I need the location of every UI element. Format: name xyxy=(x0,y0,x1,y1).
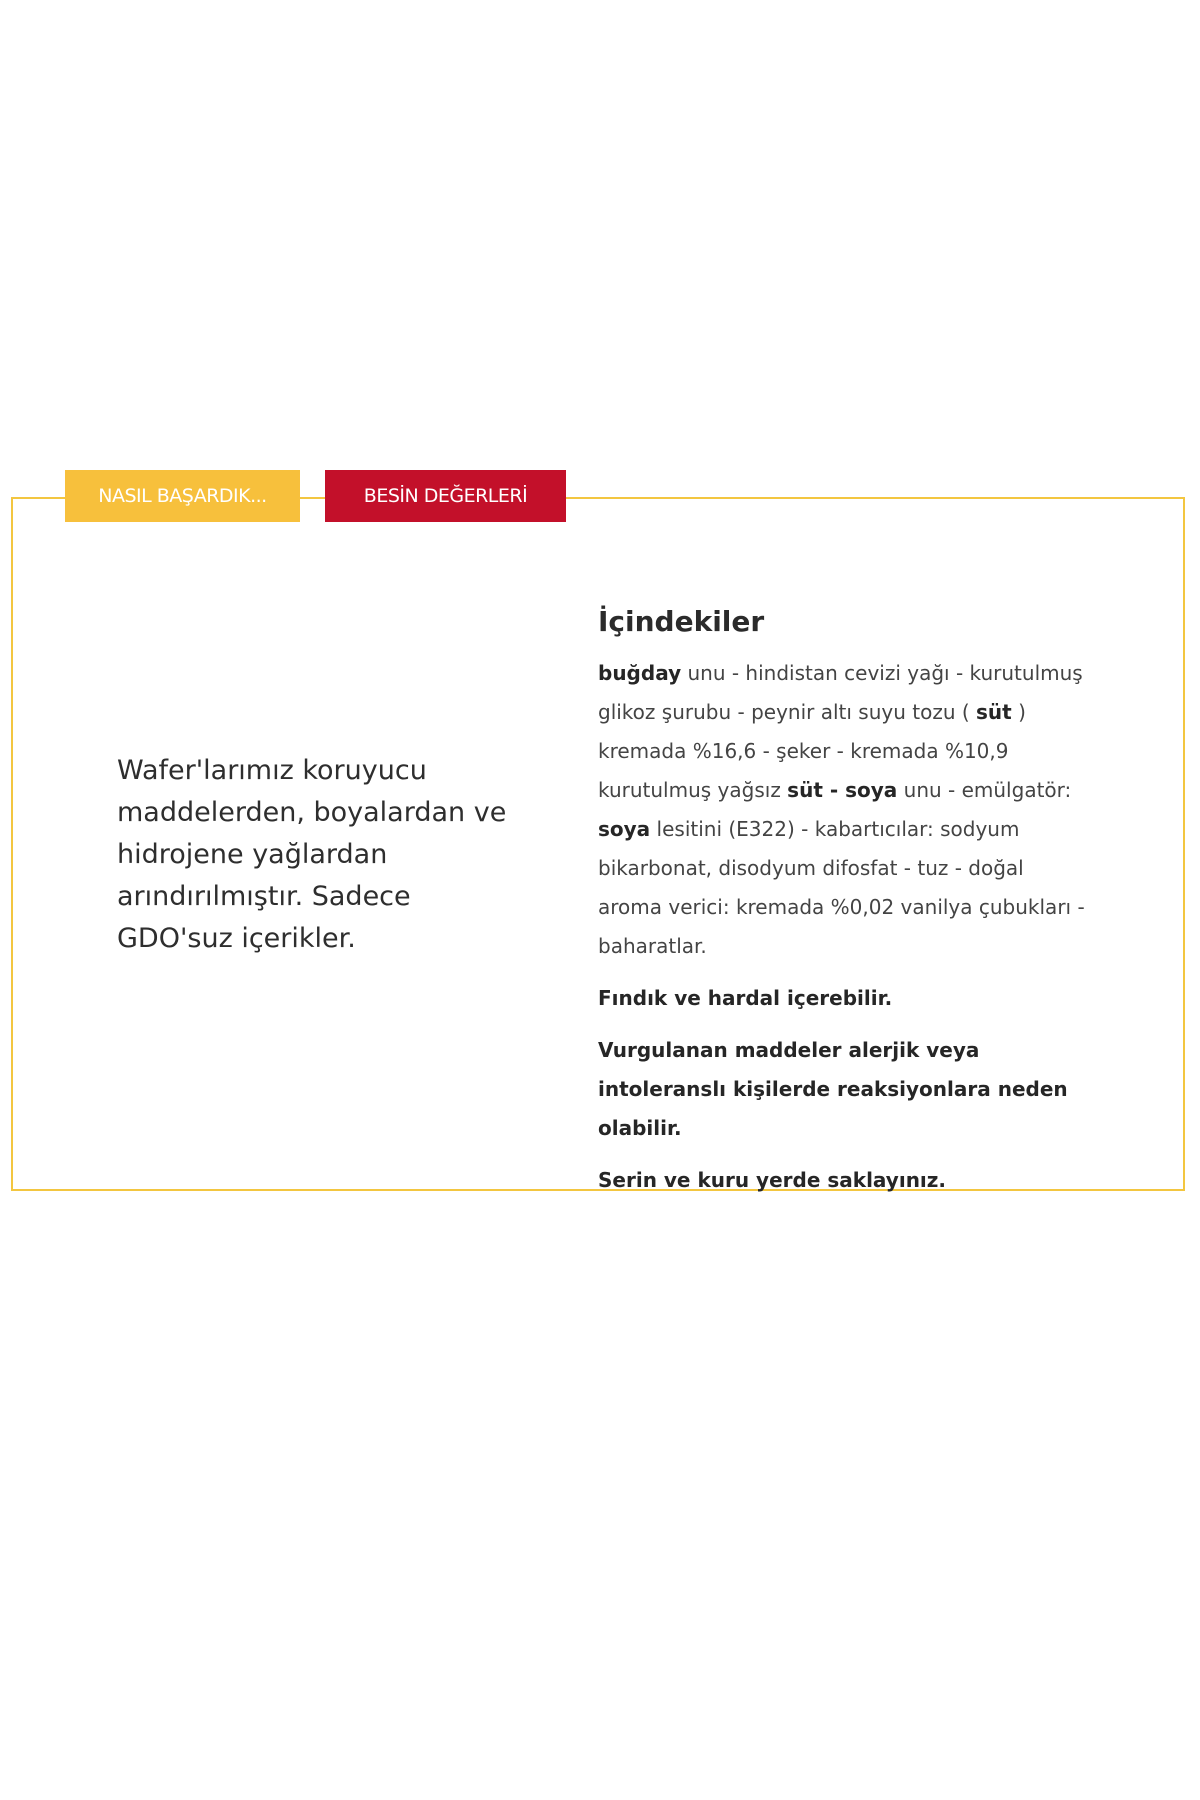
storage-note: Serin ve kuru yerde saklayınız. xyxy=(598,1168,947,1192)
ingredient-text: lesitini (E322) - kabartıcılar: sodyum bikarbonat, disodyum difosfat - tuz - doğal aroma verici: kremada %0,02 vanilya çubukları - baharatlar. xyxy=(598,817,1085,958)
tab-how-we-did-it[interactable]: NASIL BAŞARDIK... xyxy=(65,470,300,522)
ingredients-list xyxy=(598,654,1088,966)
ingredient-text: unu - hindistan cevizi yağı - kurutulmuş glikoz şurubu - peynir altı suyu tozu ( xyxy=(598,661,1083,724)
ingredients-section xyxy=(598,600,1088,1200)
ingredients-heading: İçindekiler xyxy=(598,605,765,638)
allergy-note: Vurgulanan maddeler alerjik veya intoleranslı kişilerde reaksiyonlara neden olabilir. xyxy=(598,1038,1068,1140)
allergen-highlight: süt - soya xyxy=(787,778,898,802)
may-contain-note: Fındık ve hardal içerebilir. xyxy=(598,986,893,1010)
tab-nutrition-values[interactable]: BESİN DEĞERLERİ xyxy=(325,470,566,522)
ingredient-text: unu - emülgatör: xyxy=(897,778,1072,802)
ingredient-text: ) kremada %16,6 - şeker - kremada %10,9 kurutulmuş yağsız xyxy=(598,700,1026,802)
allergen-highlight: soya xyxy=(598,817,651,841)
intro-text: Wafer'larımız koruyucu maddelerden, boyalardan ve hidrojene yağlardan arındırılmıştır. Sadece GDO'suz içerikler. xyxy=(117,755,507,954)
allergen-highlight: buğday xyxy=(598,661,682,685)
allergen-highlight: süt xyxy=(976,700,1012,724)
